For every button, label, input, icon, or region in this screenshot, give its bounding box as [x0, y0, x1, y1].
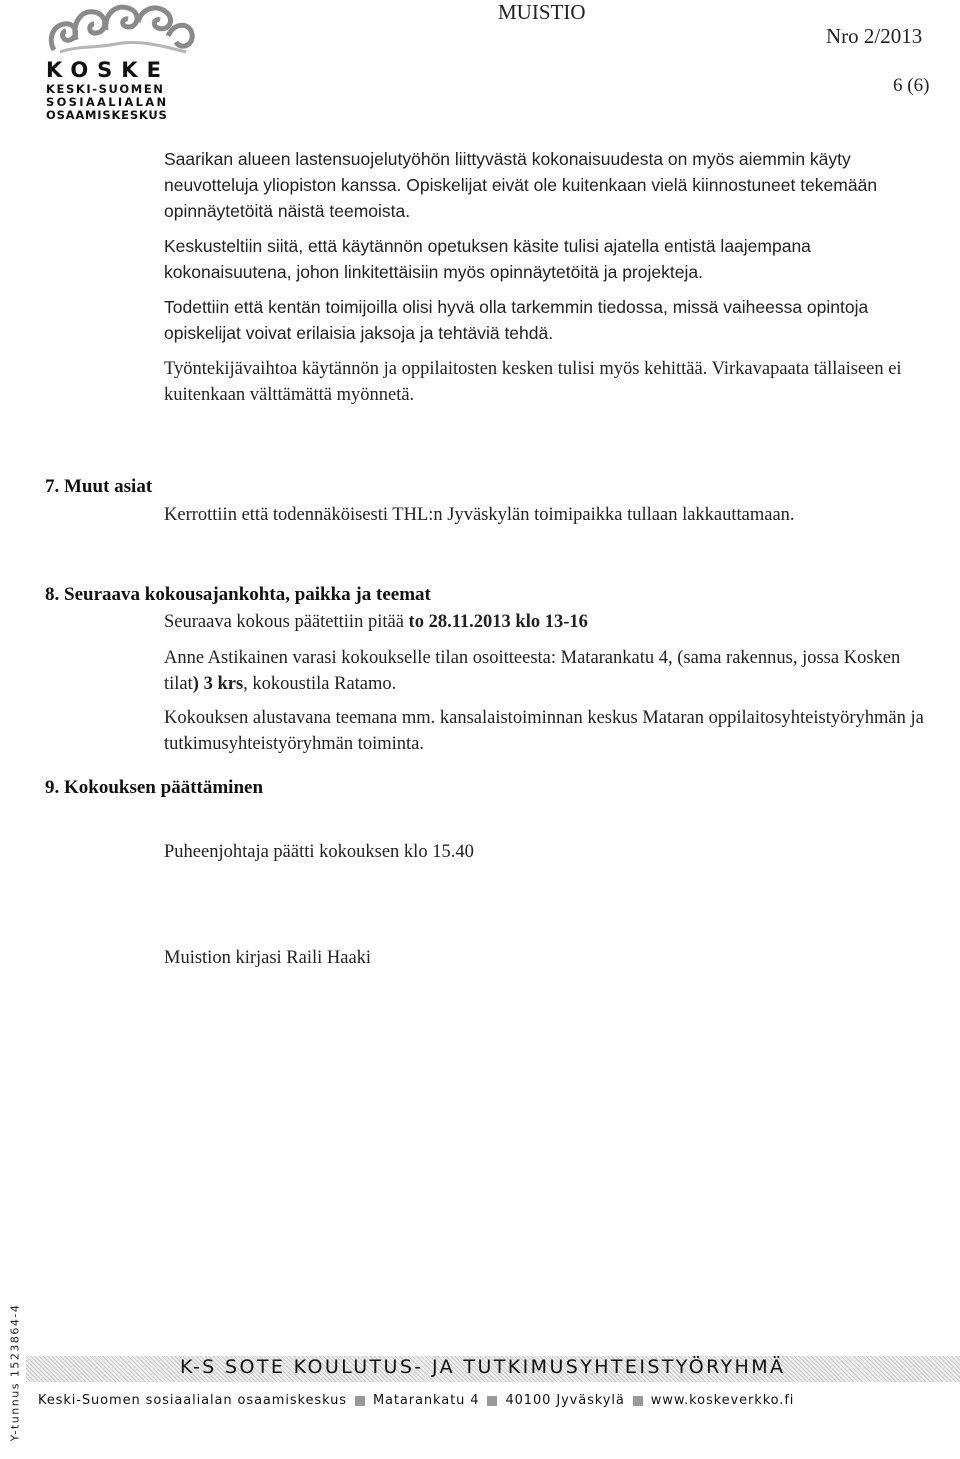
separator-square-icon — [633, 1396, 643, 1406]
meeting-venue-paragraph — [164, 645, 924, 697]
document-type: MUISTIO — [498, 0, 586, 24]
footer-website-link[interactable]: www.koskeverkko.fi — [650, 1393, 795, 1408]
separator-square-icon — [355, 1396, 365, 1406]
logo-subtitle-1: KESKI-SUOMEN — [46, 82, 165, 96]
meeting-theme-paragraph: Kokouksen alustavana teemana mm. kansalaistoiminnan keskus Mataran oppilaitosyhteistyöryhmän ja tutkimusyhteistyöryhmän toiminta. — [164, 708, 924, 754]
paragraph-keskusteltiin: Keskusteltiin siitä, että käytännön opetuksen käsite tulisi ajatella entistä laajempana kokonaisuutena, johon linkitettäisiin myös opinnäytetöitä ja projekteja. — [164, 236, 811, 282]
document-number: Nro 2/2013 — [826, 24, 923, 48]
section-8-heading: 8. Seuraava kokousajankohta, paikka ja teemat — [45, 584, 431, 605]
venue-text-a: Anne Astikainen varasi kokoukselle tilan osoitteesta: Matarankatu 4, (sama rakennus, jossa Kosken tilat — [164, 648, 901, 694]
section-9-text: Puheenjohtaja päätti kokouksen klo 15.40 — [164, 842, 474, 862]
footer-organization: Keski-Suomen sosiaalialan osaamiskeskus — [38, 1393, 347, 1408]
minutes-signature: Muistion kirjasi Raili Haaki — [164, 948, 372, 968]
next-meeting-datetime: to 28.11.2013 klo 13-16 — [408, 612, 588, 632]
footer-city: 40100 Jyväskylä — [505, 1393, 625, 1408]
venue-text-c: , kokoustila Ratamo. — [243, 674, 397, 694]
footer-address: Matarankatu 4 — [372, 1393, 480, 1408]
footer-contact-line — [38, 1393, 794, 1408]
paragraph-saarikka: Saarikan alueen lastensuojelutyöhön liittyvästä kokonaisuudesta on myös aiemmin käyty neuvotteluja yliopiston kanssa. Opiskelijat eivät ole kuitenkaan vielä kiinnostuneet tekemään opinnäytetöitä näistä teemoista. — [164, 149, 878, 221]
logo-subtitle-2: SOSIAALIALAN — [46, 95, 169, 109]
section-7-text: Kerrottiin että todennäköisesti THL:n Jyväskylän toimipaikka tullaan lakkauttamaan. — [164, 505, 795, 525]
page-number: 6 (6) — [893, 75, 930, 96]
next-meeting-line — [164, 609, 924, 635]
logo-subtitle-3: OSAAMISKESKUS — [46, 108, 168, 122]
venue-floor: ) 3 krs — [192, 674, 244, 694]
separator-square-icon — [487, 1396, 497, 1406]
next-meeting-text: Seuraava kokous päätettiin pitää — [164, 612, 409, 632]
paragraph-todettiin: Todettiin että kentän toimijoilla olisi hyvä olla tarkemmin tiedossa, missä vaiheessa opintoja opiskelijat voivat erilaisia jaksoja ja tehtäviä tehdä. — [164, 297, 869, 343]
section-9-heading: 9. Kokouksen päättäminen — [45, 777, 264, 798]
section-7-heading: 7. Muut asiat — [45, 476, 153, 497]
footer-title: K-S SOTE KOULUTUS- JA TUTKIMUSYHTEISTYÖRYHMÄ — [180, 1356, 786, 1378]
business-id-vertical: Y-tunnus 1523864-4 — [8, 1303, 22, 1442]
logo-name: KOSKE — [46, 58, 170, 82]
meander-ornament-icon — [46, 0, 196, 56]
paragraph-tyontekijavaihto: Työntekijävaihtoa käytännön ja oppilaitosten kesken tulisi myös kehittää. Virkavapaata tällaiseen ei kuitenkaan välttämättä myönnetä. — [164, 359, 902, 405]
koske-logo — [46, 0, 196, 122]
